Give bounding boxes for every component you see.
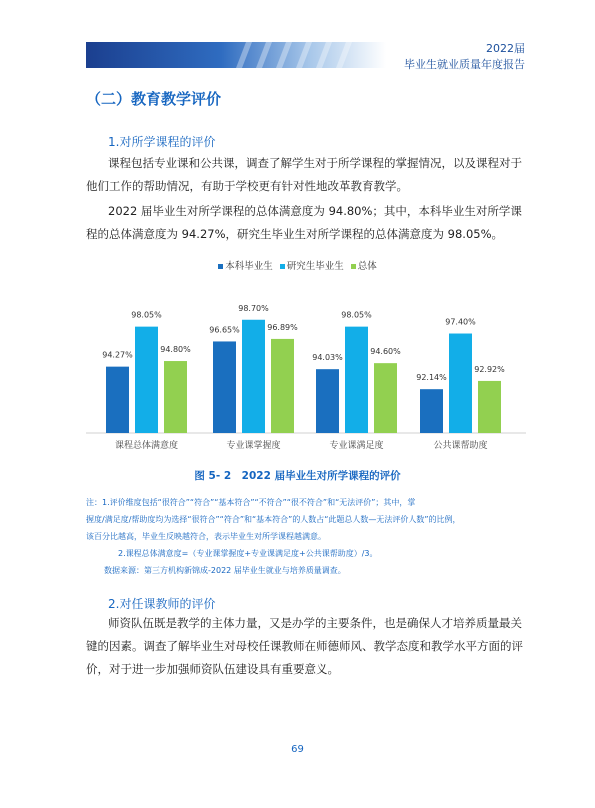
- category-label: 专业课掌握度: [226, 441, 281, 451]
- subsection-heading-courses: 1.对所学课程的评价: [108, 135, 216, 149]
- paragraph-teachers: 师资队伍既是教学的主体力量，又是办学的主要条件，也是确保人才培养质量最关键的因素。调查了解毕业生对母校任课教师在师德师风、教学态度和教学水平方面的评价，对于进一步加强师资队伍建设具有重要意义。: [86, 616, 523, 676]
- data-label: 94.60%: [370, 347, 401, 357]
- legend-item-undergrad: [218, 258, 273, 272]
- bar: [135, 327, 158, 433]
- page-number: 69: [291, 744, 304, 755]
- legend-item-overall: [351, 258, 377, 272]
- legend-label: 研究生毕业生: [286, 261, 344, 272]
- paragraph-course-intro: 课程包括专业课和公共课，调查了解学生对于所学课程的掌握情况，以及课程对于他们工作的帮助情况，有助于学校更有针对性地改革教育教学。: [86, 156, 522, 193]
- header-year: 2022届: [486, 42, 525, 55]
- bar: [420, 389, 443, 433]
- data-label: 98.70%: [238, 303, 269, 313]
- data-label: 92.14%: [416, 373, 447, 383]
- category-label: 课程总体满意度: [114, 441, 179, 451]
- legend-label: 本科毕业生: [225, 261, 273, 272]
- data-label: 94.03%: [312, 353, 343, 363]
- category-label: 公共课帮助度: [433, 441, 488, 451]
- legend-item-graduate: [280, 258, 344, 272]
- bar: [345, 327, 368, 433]
- bar-chart: [86, 276, 526, 456]
- bar: [374, 363, 397, 433]
- note-line-3: 该百分比越高，毕业生反映越符合，表示毕业生对所学课程越满意。: [86, 532, 326, 541]
- subsection-heading-teachers: 2.对任课教师的评价: [108, 597, 216, 611]
- legend-swatch: [218, 264, 223, 269]
- data-label: 96.89%: [267, 322, 298, 332]
- bar: [478, 381, 501, 433]
- header-title: 毕业生就业质量年度报告: [404, 58, 525, 71]
- data-label: 97.40%: [445, 317, 476, 327]
- data-label: 94.80%: [160, 345, 191, 355]
- bar: [271, 339, 294, 433]
- note-line-2: 握度/满足度/帮助度均为选择“很符合”“符合”和“基本符合”的人数占“此题总人数—无法评价人数”的比例，: [86, 515, 461, 524]
- data-label: 96.65%: [209, 325, 240, 335]
- legend-swatch: [280, 264, 285, 269]
- legend-label: 总体: [357, 261, 377, 272]
- bar: [316, 369, 339, 433]
- bar: [213, 341, 236, 433]
- bar: [106, 367, 129, 433]
- data-source: 数据来源：第三方机构新锦成-2022 届毕业生就业与培养质量调查。: [104, 566, 346, 575]
- figure-caption: 图 5- 2 2022 届毕业生对所学课程的评价: [194, 470, 401, 482]
- section-heading: （二）教育教学评价: [86, 90, 222, 108]
- bar: [164, 361, 187, 433]
- data-label: 98.05%: [341, 310, 372, 320]
- note-line-4: 2.课程总体满意度=（专业课掌握度+专业课满足度+公共课帮助度）/3。: [118, 549, 378, 558]
- legend-swatch: [351, 264, 356, 269]
- bar: [242, 320, 265, 433]
- data-label: 94.27%: [102, 350, 133, 360]
- chart-legend: [0, 258, 595, 272]
- data-label: 92.92%: [474, 364, 505, 374]
- data-label: 98.05%: [131, 310, 162, 320]
- paragraph-course-satisfaction: 2022 届毕业生对所学课程的总体满意度为 94.80%；其中，本科毕业生对所学课程的总体满意度为 94.27%，研究生毕业生对所学课程的总体满意度为 98.05%。: [86, 204, 522, 241]
- note-line-1: 注：1.评价维度包括“很符合”“符合”“基本符合”“不符合”“很不符合”和“无法评价”；其中，掌: [86, 498, 416, 507]
- bar: [449, 334, 472, 433]
- category-label: 专业课满足度: [329, 441, 384, 451]
- header-banner: [86, 42, 386, 68]
